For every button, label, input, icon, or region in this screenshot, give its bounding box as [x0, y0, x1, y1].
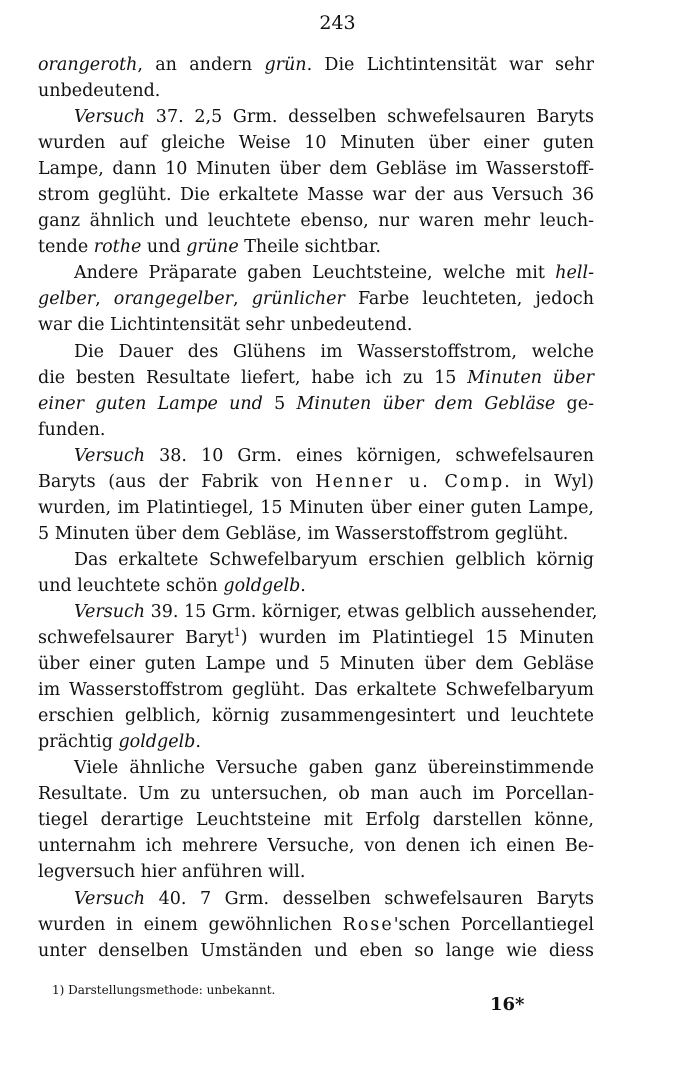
italic-text: Minuten über dem Gebläse: [296, 393, 556, 414]
text-line: [38, 521, 594, 547]
text-run: in Wyl): [511, 471, 594, 492]
text-run: funden.: [38, 419, 106, 440]
text-run: 38. 10 Grm. eines körnigen, schwefelsauren: [145, 445, 594, 466]
text-line: [38, 755, 594, 781]
italic-text: einer guten Lampe und: [38, 393, 263, 414]
text-run: Lampe, dann 10 Minuten über dem Gebläse im Wasserstoff-: [38, 159, 594, 180]
text-line: [38, 104, 594, 130]
text-run: wurden auf gleiche Weise 10 Minuten über einer guten: [38, 133, 594, 154]
text-run: legversuch hier anführen will.: [38, 862, 306, 883]
text-line: [38, 599, 598, 625]
text-run: im Wasserstoffstrom geglüht. Das erkaltete Schwefelbaryum: [38, 680, 594, 701]
text-run: .: [300, 575, 306, 596]
italic-text: Versuch: [74, 445, 146, 466]
paragraph: [38, 755, 594, 885]
text-run: . Die Lichtintensität war sehr: [306, 55, 594, 75]
text-line: [38, 365, 594, 391]
text-line: [38, 391, 594, 417]
text-run: 5: [262, 393, 297, 414]
text-line: [38, 260, 594, 286]
text-line: [38, 938, 594, 964]
text-line: [38, 495, 594, 521]
paragraph: [38, 599, 598, 755]
text-line: [38, 573, 594, 599]
paragraph: [38, 260, 594, 338]
italic-text: goldgelb: [223, 575, 301, 596]
spaced-name: Rose: [342, 914, 394, 935]
text-run: wurden, im Platintiegel, 15 Minuten über einer guten Lampe,: [38, 497, 594, 518]
text-line: [38, 312, 594, 338]
text-run: ge-: [555, 393, 594, 414]
signature-mark: 16*: [490, 994, 525, 1015]
page-number: 243: [319, 12, 356, 34]
text-run: war die Lichtintensität sehr unbedeutend.: [38, 315, 413, 336]
paragraph: [38, 52, 594, 104]
text-line: [38, 417, 594, 443]
text-line: [38, 156, 594, 182]
text-run: unternahm ich mehrere Versuche, von denen ich einen Be-: [38, 836, 594, 857]
italic-text: grüne: [186, 237, 239, 258]
text-run: 39. 15 Grm. körniger, etwas gelblich aussehender,: [145, 601, 598, 622]
italic-text: grünlicher: [251, 289, 345, 310]
text-run: 5 Minuten über dem Gebläse, im Wasserstoffstrom geglüht.: [38, 523, 569, 544]
text-line: [38, 729, 594, 755]
text-line: [38, 52, 594, 78]
text-line: [38, 703, 594, 729]
italic-text: Versuch: [74, 888, 146, 909]
text-line: [38, 625, 594, 651]
text-line: [38, 78, 594, 104]
italic-text: grün: [264, 55, 307, 75]
text-run: prächtig: [38, 732, 119, 753]
text-run: Theile sichtbar.: [238, 237, 381, 258]
text-line: [38, 886, 594, 912]
text-run: Die Dauer des Glühens im Wasserstoffstrom, welche: [74, 341, 594, 362]
text-run: tende: [38, 237, 94, 258]
italic-text: hell-: [555, 263, 594, 284]
italic-text: gelber: [38, 289, 96, 310]
text-run: unter denselben Umständen und eben so lange wie diess: [38, 940, 594, 961]
text-run: ,: [95, 289, 114, 310]
text-run: Farbe leuchteten, jedoch: [344, 289, 594, 310]
text-line: [38, 286, 594, 312]
text-run: , an andern: [137, 55, 265, 75]
text-run: .: [195, 732, 201, 753]
text-line: [38, 208, 594, 234]
text-line: [38, 339, 594, 365]
text-line: [38, 912, 594, 938]
text-line: [38, 651, 594, 677]
text-line: [38, 182, 594, 208]
text-line: [38, 833, 594, 859]
text-line: [38, 130, 594, 156]
text-run: Resultate. Um zu untersuchen, ob man auch im Porcellan-: [38, 784, 594, 805]
text-run: 'schen Porcellantiegel: [393, 914, 594, 935]
paragraph: [38, 443, 594, 547]
italic-text: Minuten über: [467, 367, 594, 388]
text-run: und: [141, 237, 187, 258]
spaced-name: Henner u. Comp.: [315, 471, 512, 492]
text-line: [38, 234, 594, 260]
body-text: [38, 52, 598, 964]
text-run: Viele ähnliche Versuche gaben ganz übereinstimmende: [74, 758, 594, 779]
paragraph: [38, 104, 594, 260]
italic-text: orangeroth: [38, 55, 138, 75]
paragraph: [38, 886, 594, 964]
text-run: tiegel derartige Leuchtsteine mit Erfolg darstellen könne,: [38, 810, 594, 831]
text-run: 37. 2,5 Grm. desselben schwefelsauren Baryts: [145, 107, 594, 128]
paragraph: [38, 547, 594, 599]
italic-text: Versuch: [74, 601, 146, 622]
italic-text: goldgelb: [118, 732, 196, 753]
footnote: 1) Darstellungsmethode: unbekannt.: [52, 983, 276, 997]
text-run: Andere Präparate gaben Leuchtsteine, welche mit: [74, 263, 556, 284]
text-line: [38, 547, 594, 573]
text-run: 40. 7 Grm. desselben schwefelsauren Baryts: [145, 888, 594, 909]
text-run: unbedeutend.: [38, 81, 161, 102]
text-line: [38, 469, 594, 495]
text-run: wurden in einem gewöhnlichen: [38, 914, 343, 935]
text-run: ,: [233, 289, 252, 310]
text-run: ) wurden im Platintiegel 15 Minuten: [240, 628, 595, 649]
text-line: [38, 781, 594, 807]
text-line: [38, 807, 594, 833]
text-run: die besten Resultate liefert, habe ich zu 15: [38, 367, 468, 388]
text-line: [38, 443, 594, 469]
paragraph: [38, 339, 594, 443]
text-line: [38, 677, 594, 703]
text-line: [38, 859, 594, 885]
footnote-marker: 1: [233, 626, 241, 640]
text-run: schwefelsaurer Baryt: [38, 628, 234, 649]
italic-text: rothe: [93, 237, 142, 258]
text-run: strom geglüht. Die erkaltete Masse war der aus Versuch 36: [38, 185, 594, 206]
italic-text: Versuch: [74, 107, 146, 128]
text-run: über einer guten Lampe und 5 Minuten über dem Gebläse: [38, 654, 594, 675]
text-run: und leuchtete schön: [38, 575, 224, 596]
text-run: Baryts (aus der Fabrik von: [38, 471, 316, 492]
italic-text: orangegelber: [113, 289, 234, 310]
text-run: ganz ähnlich und leuchtete ebenso, nur waren mehr leuch-: [38, 211, 594, 232]
text-run: Das erkaltete Schwefelbaryum erschien gelblich körnig: [74, 549, 594, 570]
text-run: erschien gelblich, körnig zusammengesintert und leuchtete: [38, 706, 594, 727]
